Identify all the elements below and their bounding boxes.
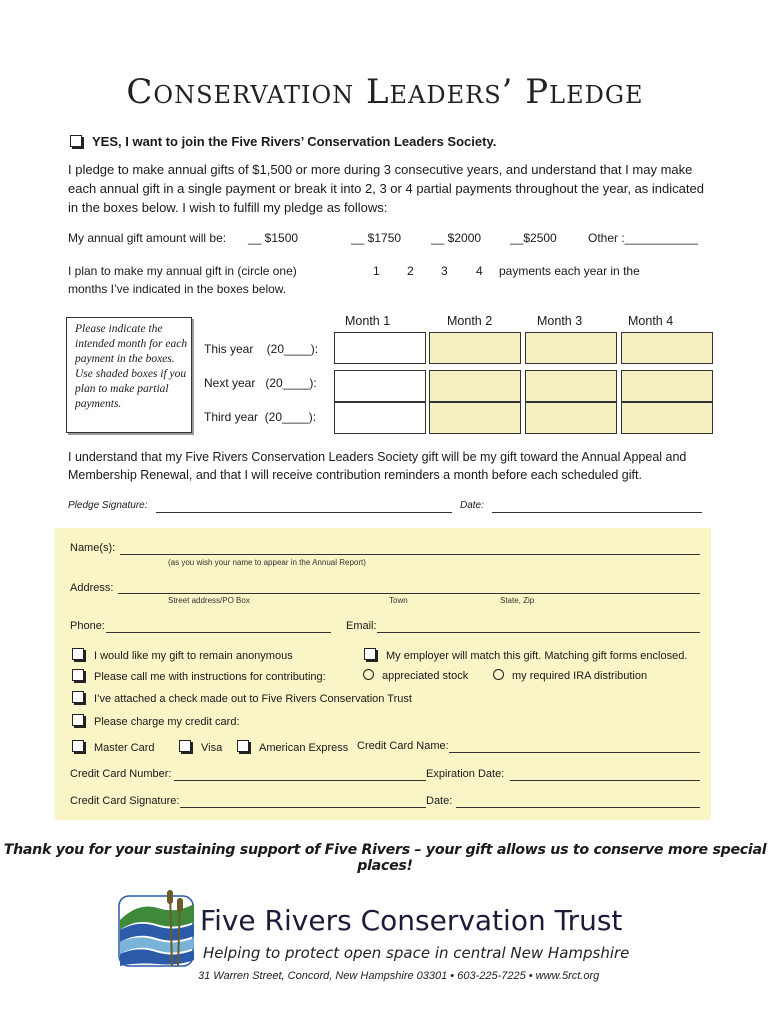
mastercard-checkbox[interactable] <box>72 740 84 752</box>
five-rivers-logo <box>118 886 196 968</box>
next-year-label: Next year (20____): <box>204 376 317 390</box>
employer-match-option[interactable] <box>364 648 687 662</box>
address-label: Address: <box>70 582 114 594</box>
name-hint: (as you wish your name to appear in the Annual Report) <box>168 558 366 567</box>
stock-radio[interactable] <box>363 669 374 680</box>
phone-field[interactable] <box>106 632 331 633</box>
mastercard-option[interactable] <box>72 740 155 754</box>
thank-you-message: Thank you for your sustaining support of Five Rivers – your gift allows us to conserve more special places! <box>3 842 767 874</box>
pledge-signature-label: Pledge Signature: <box>68 500 148 511</box>
month-4-header: Month 4 <box>628 314 674 328</box>
visa-option[interactable] <box>179 740 222 754</box>
address-field[interactable] <box>118 593 700 594</box>
amount-2500[interactable]: __$2500 <box>510 231 557 245</box>
mastercard-label: Master Card <box>94 742 155 754</box>
this-year-month-1[interactable] <box>334 332 426 364</box>
third-year-label: Third year (20____): <box>204 410 317 424</box>
pledge-paragraph: I pledge to make annual gifts of $1,500 or more during 3 consecutive years, and understand that I may make each annual gift in a single payment or break it into 2, 3 or 4 partial payments throughout the year, as indicated in the boxes below. I wish to fulfill my pledge as follows: <box>68 162 704 215</box>
month-1-header: Month 1 <box>345 314 391 328</box>
third-year-month-4[interactable] <box>621 402 713 434</box>
email-field[interactable] <box>377 632 700 633</box>
instructions-note: Please indicate the intended month for each payment in the boxes. Use shaded boxes if you plan to make partial payments. <box>66 317 192 433</box>
org-tagline: Helping to protect open space in central New Hampshire <box>203 944 630 962</box>
town-hint: Town <box>389 596 408 605</box>
charge-card-checkbox[interactable] <box>72 714 84 726</box>
pledge-date-field[interactable] <box>492 512 702 513</box>
cc-signature-label: Credit Card Signature: <box>70 795 180 807</box>
ira-radio[interactable] <box>493 669 504 680</box>
plan-line-2: months I’ve indicated in the boxes below. <box>68 282 287 296</box>
cc-name-label: Credit Card Name: <box>357 740 449 752</box>
third-year-month-2[interactable] <box>429 402 521 434</box>
cc-date-label: Date: <box>426 795 453 807</box>
check-option[interactable] <box>72 691 412 705</box>
month-2-header: Month 2 <box>447 314 493 328</box>
name-label: Name(s): <box>70 542 116 554</box>
employer-match-checkbox[interactable] <box>364 648 376 660</box>
phone-label: Phone: <box>70 620 105 632</box>
charge-card-option[interactable] <box>72 714 240 728</box>
street-hint: Street address/PO Box <box>168 596 250 605</box>
state-zip-hint: State, Zip <box>500 596 535 605</box>
this-year-month-2[interactable] <box>429 332 521 364</box>
amount-other[interactable]: Other :___________ <box>588 231 699 245</box>
employer-match-label: My employer will match this gift. Matching gift forms enclosed. <box>386 650 688 662</box>
charge-card-label: Please charge my credit card: <box>94 716 240 728</box>
payments-option-1[interactable]: 1 <box>373 264 380 278</box>
join-option[interactable] <box>70 134 496 149</box>
payments-option-4[interactable]: 4 <box>476 264 483 278</box>
anonymous-option[interactable] <box>72 648 293 662</box>
org-address: 31 Warren Street, Concord, New Hampshire 03301 • 603-225-7225 • www.5rct.org <box>198 970 600 982</box>
pledge-signature-field[interactable] <box>156 512 452 513</box>
join-label: YES, I want to join the Five Rivers’ Conservation Leaders Society. <box>92 134 497 149</box>
name-field[interactable] <box>120 554 700 555</box>
next-year-month-4[interactable] <box>621 370 713 402</box>
check-checkbox[interactable] <box>72 691 84 703</box>
join-checkbox[interactable] <box>70 135 82 147</box>
payments-suffix: payments each year in the <box>499 264 640 278</box>
call-me-checkbox[interactable] <box>72 669 84 681</box>
next-year-month-3[interactable] <box>525 370 617 402</box>
next-year-month-1[interactable] <box>334 370 426 402</box>
month-3-header: Month 3 <box>537 314 583 328</box>
amount-1750[interactable]: __ $1750 <box>351 231 402 245</box>
visa-label: Visa <box>201 742 223 754</box>
cc-number-label: Credit Card Number: <box>70 768 172 780</box>
understand-paragraph: I understand that my Five Rivers Conservation Leaders Society gift will be my gift toward the Annual Appeal and Membership Renewal, and that I will receive contribution reminders a month before each scheduled gift. <box>68 450 687 482</box>
call-me-option[interactable] <box>72 669 326 683</box>
cc-signature-field[interactable] <box>180 807 426 808</box>
anonymous-label: I would like my gift to remain anonymous <box>94 650 293 662</box>
amex-label: American Express <box>259 742 349 754</box>
check-label: I’ve attached a check made out to Five Rivers Conservation Trust <box>94 693 412 705</box>
cc-number-field[interactable] <box>174 780 426 781</box>
third-year-month-1[interactable] <box>334 402 426 434</box>
cc-name-field[interactable] <box>449 752 700 753</box>
payments-option-2[interactable]: 2 <box>407 264 414 278</box>
expiration-field[interactable] <box>510 780 700 781</box>
payments-option-3[interactable]: 3 <box>441 264 448 278</box>
org-name: Five Rivers Conservation Trust <box>200 904 623 937</box>
page-title: Conservation Leaders’ Pledge <box>126 72 644 112</box>
third-year-month-3[interactable] <box>525 402 617 434</box>
stock-label: appreciated stock <box>382 670 469 682</box>
cc-date-field[interactable] <box>456 807 700 808</box>
amount-label: My annual gift amount will be: <box>68 231 227 245</box>
amex-option[interactable] <box>237 740 348 754</box>
visa-checkbox[interactable] <box>179 740 191 752</box>
anonymous-checkbox[interactable] <box>72 648 84 660</box>
plan-line-1: I plan to make my annual gift in (circle one) <box>68 264 297 278</box>
ira-label: my required IRA distribution <box>512 670 648 682</box>
call-me-label: Please call me with instructions for contributing: <box>94 671 326 683</box>
ira-option[interactable] <box>493 669 647 682</box>
amount-2000[interactable]: __ $2000 <box>431 231 482 245</box>
pledge-date-label: Date: <box>460 500 484 511</box>
this-year-label: This year (20____): <box>204 342 319 356</box>
this-year-month-4[interactable] <box>621 332 713 364</box>
next-year-month-2[interactable] <box>429 370 521 402</box>
amount-1500[interactable]: __ $1500 <box>248 231 299 245</box>
amex-checkbox[interactable] <box>237 740 249 752</box>
email-label: Email: <box>346 620 377 632</box>
expiration-label: Expiration Date: <box>426 768 505 780</box>
stock-option[interactable] <box>363 669 468 682</box>
this-year-month-3[interactable] <box>525 332 617 364</box>
